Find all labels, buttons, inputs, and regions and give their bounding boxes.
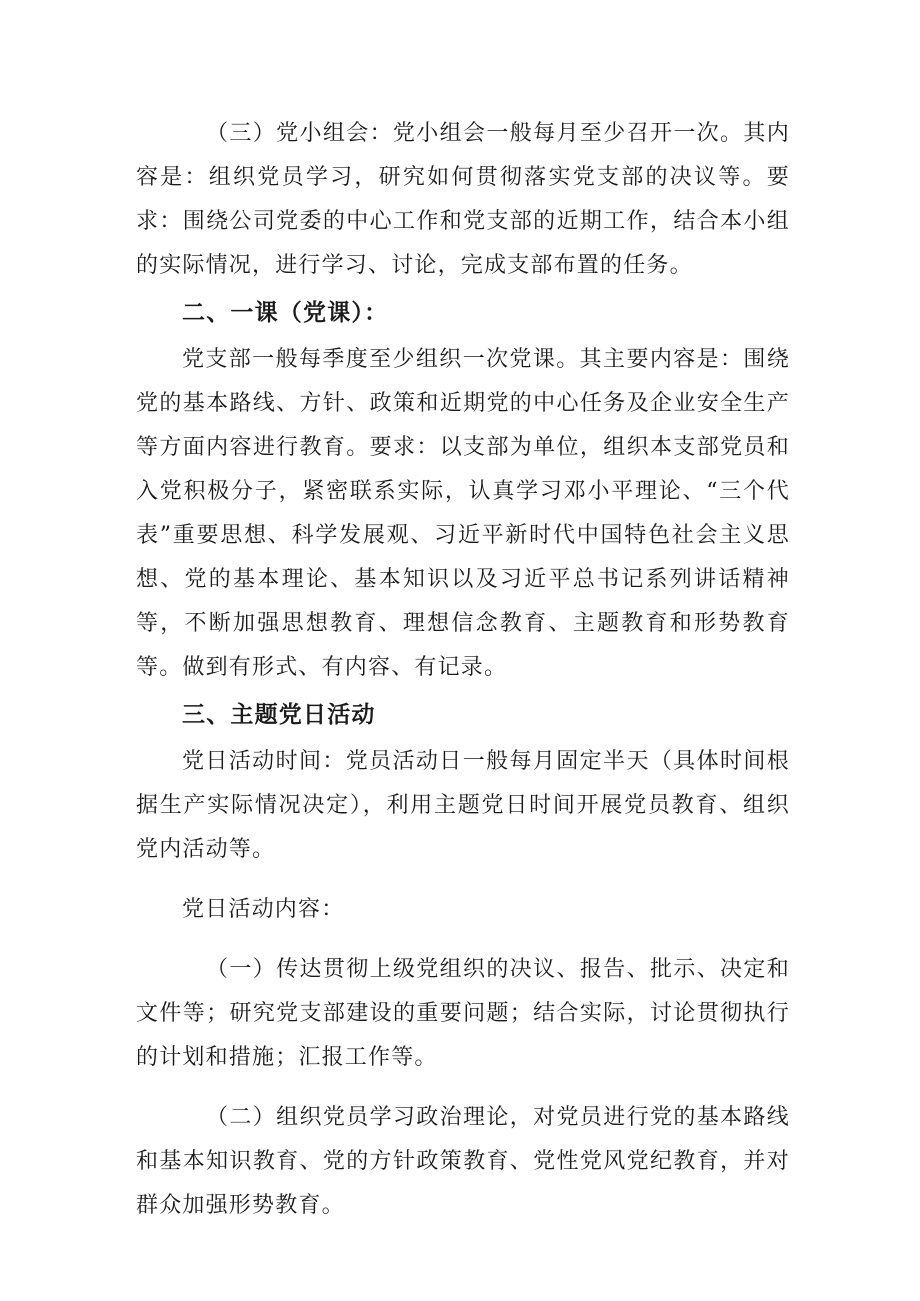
paragraph-party-day-content-label: 党日活动内容： bbox=[182, 897, 345, 922]
heading-party-lecture: 二、一课（党课）： bbox=[182, 300, 389, 326]
paragraph-party-lecture: 党支部一般每季度至少组织一次党课。其主要内容是：围绕党的基本路线、方针、政策和近期党的中心任务及企业安全生产等方面内容进行教育。要求：以支部为单位，组织本支部党员和入党积极分子，紧密联系实际，认真学习邓小平理论、“三个代表”重要思想、科学发展观、习近平新时代中国特色社会主义思想、党的基本理论、基本知识以及习近平总书记系列讲话精神等，不断加强思想教育、理想信念教育、主题教育和形势教育等。做到有形式、有内容、有记录。 bbox=[136, 347, 790, 680]
paragraph-party-day-time: 党日活动时间：党员活动日一般每月固定半天（具体时间根据生产实际情况决定），利用主题党日时间开展党员教育、组织党内活动等。 bbox=[136, 749, 790, 862]
paragraph-party-group-meeting: （三）党小组会：党小组会一般每月至少召开一次。其内容是：组织党员学习，研究如何贯彻落实党支部的决议等。要求：围绕公司党委的中心工作和党支部的近期工作，结合本小组的实际情况，进行学习、讨论，完成支部布置的任务。 bbox=[136, 121, 790, 278]
heading-theme-party-day: 三、主题党日活动 bbox=[182, 702, 376, 728]
paragraph-item-one: （一）传达贯彻上级党组织的决议、报告、批示、决定和文件等；研究党支部建设的重要问题；结合实际，讨论贯彻执行的计划和措施；汇报工作等。 bbox=[136, 957, 790, 1070]
document-body bbox=[136, 112, 790, 1228]
paragraph-item-two: （二）组织党员学习政治理论，对党员进行党的基本路线和基本知识教育、党的方针政策教育、党性党风党纪教育，并对群众加强形势教育。 bbox=[136, 1105, 790, 1218]
